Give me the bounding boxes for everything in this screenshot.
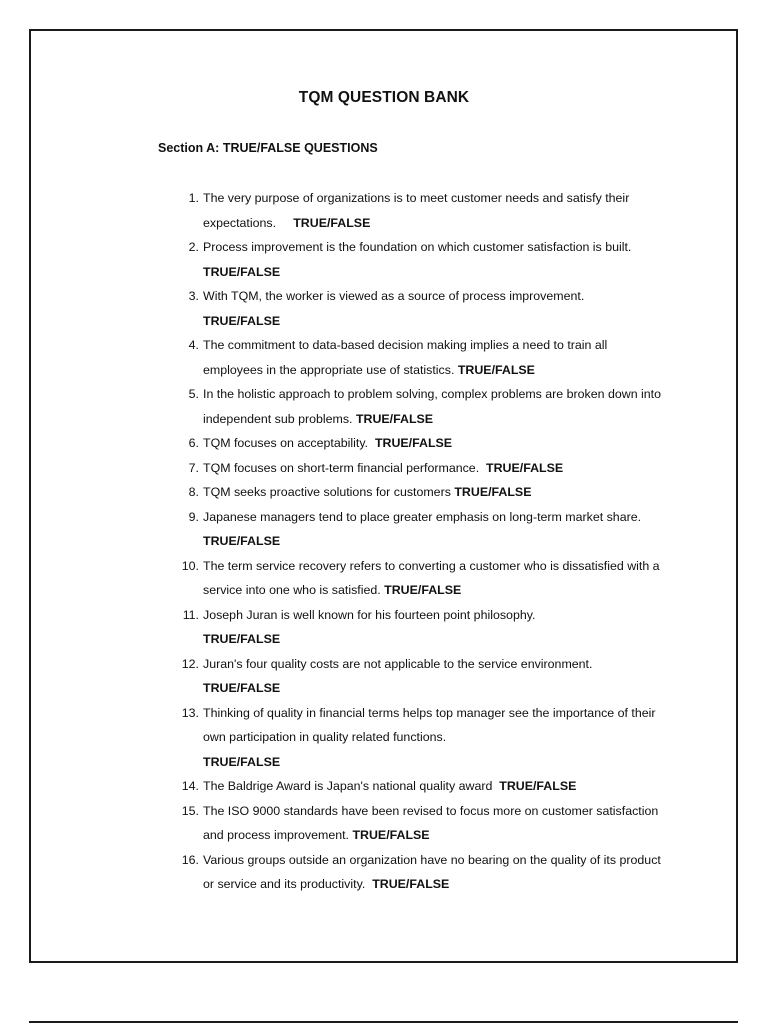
question-item-4 — [168, 333, 668, 382]
question-text: Process improvement is the foundation on which customer satisfaction is built. TRUE/FALSE — [203, 240, 632, 279]
question-item-8 — [168, 480, 668, 505]
answer-choice: TRUE/FALSE — [457, 362, 535, 377]
question-item-15 — [168, 799, 668, 848]
question-number: 13. — [181, 705, 199, 720]
question-number: 3. — [188, 289, 199, 303]
question-text: The very purpose of organizations is to meet customer needs and satisfy their expectations. TRUE/FALSE — [203, 191, 630, 230]
answer-choice: TRUE/FALSE — [293, 215, 371, 230]
question-text: The commitment to data-based decision making implies a need to train all employees in the appropriate use of statistics. TRUE/FALSE — [203, 338, 608, 377]
next-page-edge — [29, 1021, 738, 1023]
answer-choice: TRUE/FALSE — [203, 313, 281, 328]
question-number: 14. — [181, 779, 199, 793]
question-text: With TQM, the worker is viewed as a source of process improvement. TRUE/FALSE — [203, 289, 585, 328]
answer-choice: TRUE/FALSE — [203, 264, 281, 279]
question-item-1 — [168, 186, 668, 235]
question-item-16 — [168, 848, 668, 897]
question-text: The term service recovery refers to converting a customer who is dissatisfied with a service into one who is satisfied. TRUE/FALSE — [203, 558, 660, 597]
question-item-5 — [168, 382, 668, 431]
question-text: TQM focuses on acceptability. TRUE/FALSE — [203, 436, 453, 450]
question-text: In the holistic approach to problem solving, complex problems are broken down into independent sub problems. TRUE/FALSE — [203, 387, 662, 426]
question-item-13 — [168, 701, 668, 775]
question-item-9 — [168, 505, 668, 554]
document-title: TQM QUESTION BANK — [298, 89, 470, 106]
answer-choice: TRUE/FALSE — [384, 583, 462, 597]
question-number: 8. — [188, 485, 199, 499]
question-item-6 — [168, 431, 668, 456]
question-number: 7. — [188, 460, 199, 475]
question-list — [168, 186, 668, 897]
answer-choice: TRUE/FALSE — [486, 460, 564, 475]
question-item-2 — [168, 235, 668, 284]
answer-choice: TRUE/FALSE — [372, 877, 450, 891]
question-number: 4. — [188, 338, 199, 352]
question-number: 16. — [181, 852, 199, 867]
question-number: 10. — [181, 558, 199, 573]
question-number: 2. — [188, 240, 199, 254]
question-text: Various groups outside an organization have no bearing on the quality of its product or service and its productivity. TRUE/FALSE — [203, 852, 661, 891]
question-text: Thinking of quality in financial terms helps top manager see the importance of their own participation in quality related functions. TRUE/FALSE — [203, 705, 656, 769]
section-heading: Section A: TRUE/FALSE QUESTIONS — [158, 141, 378, 155]
question-item-14 — [168, 774, 668, 799]
question-text: TQM focuses on short-term financial performance. TRUE/FALSE — [203, 460, 564, 475]
question-item-7 — [168, 456, 668, 481]
question-item-12 — [168, 652, 668, 701]
question-text: TQM seeks proactive solutions for customers TRUE/FALSE — [203, 485, 532, 499]
question-number: 9. — [188, 509, 199, 524]
question-item-3 — [168, 284, 668, 333]
answer-choice: TRUE/FALSE — [203, 681, 281, 695]
question-item-10 — [168, 554, 668, 603]
question-text: Japanese managers tend to place greater emphasis on long-term market share. TRUE/FALSE — [203, 509, 642, 548]
question-text: Juran's four quality costs are not applicable to the service environment. TRUE/FALSE — [203, 656, 593, 695]
question-number: 5. — [188, 387, 199, 401]
answer-choice: TRUE/FALSE — [203, 754, 281, 769]
question-number: 1. — [188, 191, 199, 205]
answer-choice: TRUE/FALSE — [352, 828, 430, 842]
answer-choice: TRUE/FALSE — [203, 534, 281, 548]
question-text: The ISO 9000 standards have been revised to focus more on customer satisfaction and process improvement. TRUE/FALSE — [203, 803, 659, 842]
question-number: 6. — [188, 436, 199, 450]
answer-choice: TRUE/FALSE — [374, 436, 453, 450]
question-text: The Baldrige Award is Japan's national quality award TRUE/FALSE — [203, 779, 577, 793]
question-number: 15. — [181, 803, 199, 818]
question-number: 11. — [182, 607, 199, 622]
question-number: 12. — [181, 656, 199, 671]
answer-choice: TRUE/FALSE — [454, 485, 532, 499]
question-text: Joseph Juran is well known for his fourteen point philosophy. TRUE/FALSE — [203, 607, 536, 646]
answer-choice: TRUE/FALSE — [355, 411, 434, 426]
answer-choice: TRUE/FALSE — [203, 632, 281, 646]
question-item-11 — [168, 603, 668, 652]
answer-choice: TRUE/FALSE — [499, 779, 577, 793]
